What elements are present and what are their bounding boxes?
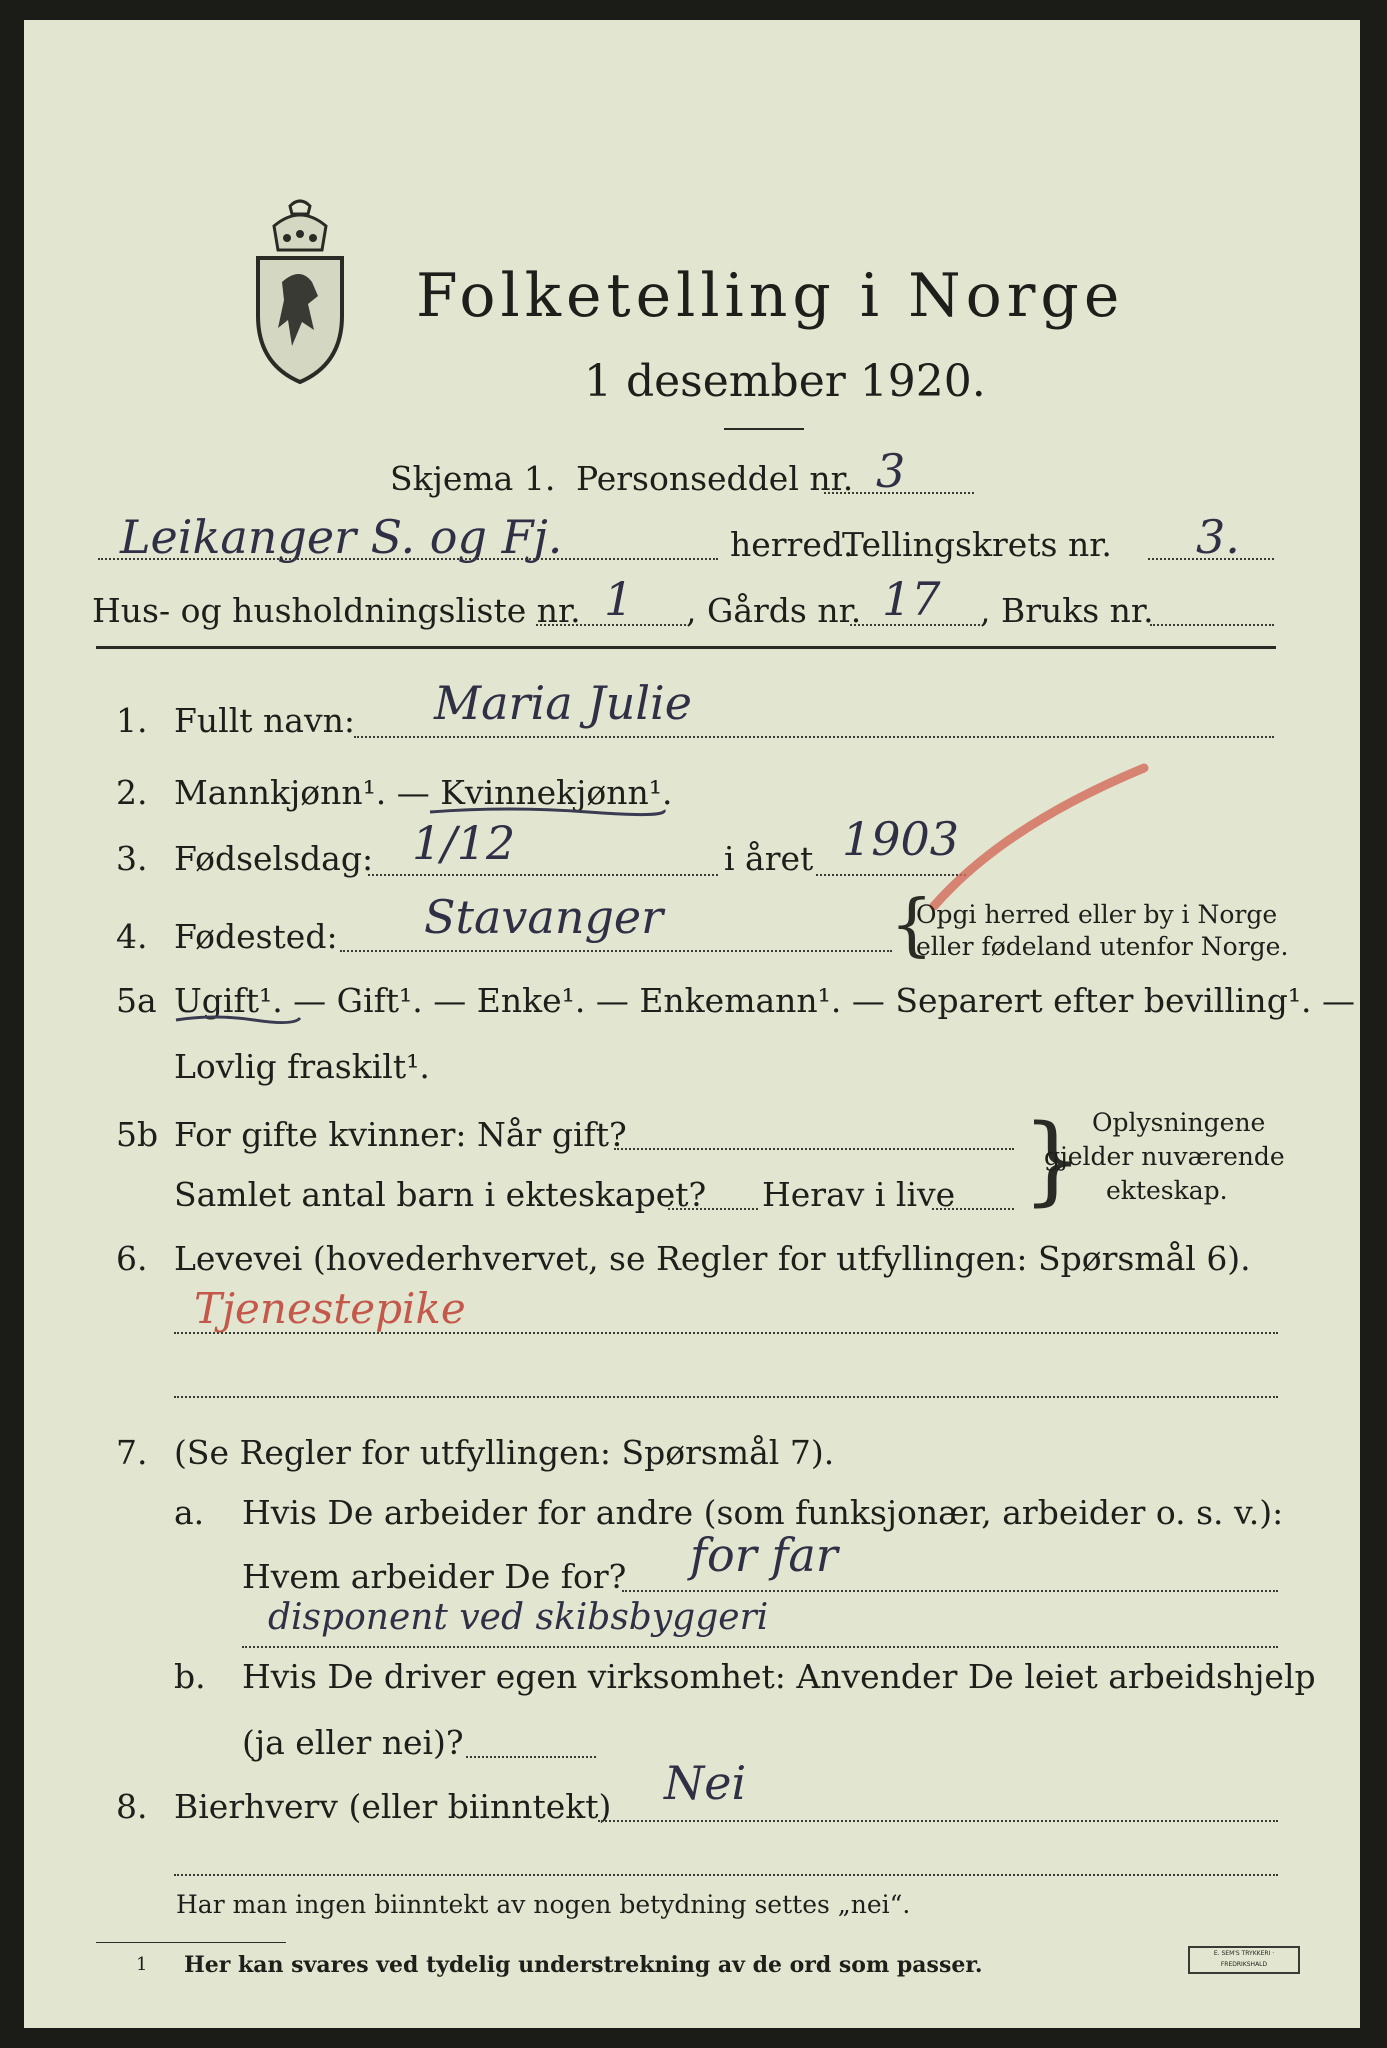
footnote-text: Her kan svares ved tydelig understrekning av de ord som passer. <box>184 1952 983 1978</box>
q4-note-line1: Opgi herred eller by i Norge <box>916 900 1278 929</box>
herred-line <box>98 558 718 560</box>
q8-label: Bierhverv (eller biinntekt) <box>174 1787 612 1826</box>
q5b-label2: Samlet antal barn i ekteskapet? <box>174 1175 707 1214</box>
hus-label: Hus- og husholdningsliste nr. <box>92 591 581 630</box>
form-title: Folketelling i Norge <box>416 261 1125 331</box>
q5b-note-line1: Oplysningene <box>1092 1108 1266 1137</box>
q1-answer[interactable]: Maria Julie <box>434 676 692 730</box>
q5b-label3: Herav i live <box>762 1175 956 1214</box>
q5a-label2: Lovlig fraskilt¹. <box>174 1047 430 1086</box>
q3-day-line <box>368 874 718 876</box>
q7a-label2: Hvem arbeider De for? <box>242 1557 627 1596</box>
q1-label: Fullt navn: <box>174 701 355 740</box>
q7a-line2 <box>242 1646 1278 1648</box>
q5b-label: For gifte kvinner: Når gift? <box>174 1115 627 1154</box>
q4-number: 4. <box>116 917 148 956</box>
q8-number: 8. <box>116 1787 148 1826</box>
q3-label: Fødselsdag: <box>174 839 374 878</box>
coat-of-arms-icon <box>252 196 348 386</box>
gards-label: , Gårds nr. <box>686 591 862 630</box>
footnote-mark: 1 <box>136 1954 148 1975</box>
q6-label: Levevei (hovederhvervet, se Regler for utfyllingen: Spørsmål 6). <box>174 1239 1251 1278</box>
q7b-label2: (ja eller nei)? <box>242 1723 464 1762</box>
footnote-rule <box>96 1942 286 1943</box>
q7b-letter: b. <box>174 1657 206 1696</box>
q4-label: Fødested: <box>174 917 338 956</box>
q5b-alive-line <box>932 1208 1014 1210</box>
personseddel-label: Personseddel nr. <box>576 459 854 498</box>
q3-year-label: i året <box>724 839 814 878</box>
q8-line2 <box>174 1874 1278 1876</box>
bruks-label: , Bruks nr. <box>980 591 1154 630</box>
form-date: 1 desember 1920. <box>584 356 986 407</box>
q1-line <box>354 736 1274 738</box>
herred-label: herred. <box>730 525 854 564</box>
header-separator <box>96 646 1276 649</box>
q2-label: Mannkjønn¹. — Kvinnekjønn¹. <box>174 773 673 812</box>
tellingskrets-value[interactable]: 3. <box>1196 510 1240 564</box>
q5b-brace: } <box>1022 1104 1084 1216</box>
q7a-answer2[interactable]: disponent ved skibsbyggeri <box>268 1597 769 1638</box>
bruks-line <box>1150 624 1274 626</box>
q4-line <box>340 950 892 952</box>
herred-value[interactable]: Leikanger S. og Fj. <box>120 510 563 564</box>
q5b-note-line3: ekteskap. <box>1106 1176 1228 1205</box>
q5b-children-line <box>668 1208 758 1210</box>
printer-stamp: E. SEM'S TRYKKERI · FREDRIKSHALD <box>1188 1946 1300 1974</box>
red-check-mark <box>914 756 1154 916</box>
q8-line <box>598 1820 1278 1822</box>
q5a-number: 5a <box>116 981 157 1020</box>
tellingskrets-label: Tellingskrets nr. <box>842 525 1112 564</box>
ugift-underline <box>174 1012 304 1026</box>
gards-value[interactable]: 17 <box>882 572 941 626</box>
skjema-label: Skjema 1. <box>390 459 556 498</box>
personseddel-value[interactable]: 3 <box>876 444 906 498</box>
q7a-letter: a. <box>174 1493 205 1532</box>
q7-label: (Se Regler for utfyllingen: Spørsmål 7). <box>174 1433 835 1472</box>
hus-value[interactable]: 1 <box>604 572 634 626</box>
q6-line2 <box>174 1396 1278 1398</box>
q6-answer[interactable]: Tjenestepike <box>194 1284 466 1333</box>
q3-year-answer[interactable]: 1903 <box>842 812 960 866</box>
q1-number: 1. <box>116 701 148 740</box>
q7a-answer[interactable]: for far <box>690 1528 838 1582</box>
q7-number: 7. <box>116 1433 148 1472</box>
q2-number: 2. <box>116 773 148 812</box>
census-form <box>24 20 1360 2028</box>
q8-note: Har man ingen biinntekt av nogen betydning settes „nei“. <box>176 1890 911 1919</box>
q7b-label: Hvis De driver egen virksomhet: Anvender De leiet arbeidshjelp <box>242 1657 1316 1696</box>
q4-answer[interactable]: Stavanger <box>424 890 664 944</box>
q7a-label: Hvis De arbeider for andre (som funksjonær, arbeider o. s. v.): <box>242 1493 1284 1532</box>
q8-answer[interactable]: Nei <box>664 1756 747 1810</box>
title-divider <box>724 428 804 430</box>
q6-number: 6. <box>116 1239 148 1278</box>
q5b-note-line2: gjelder nuværende <box>1044 1142 1285 1171</box>
q3-number: 3. <box>116 839 148 878</box>
q5b-married-line <box>614 1148 1014 1150</box>
q5a-label: Ugift¹. — Gift¹. — Enke¹. — Enkemann¹. — Separert efter bevilling¹. — <box>174 981 1356 1020</box>
q7a-line1 <box>622 1590 1278 1592</box>
q7b-line <box>466 1756 596 1758</box>
q3-day-answer[interactable]: 1/12 <box>412 816 516 870</box>
q6-line1 <box>174 1332 1278 1334</box>
q4-note-line2: eller fødeland utenfor Norge. <box>916 932 1289 961</box>
q4-brace: { <box>890 886 934 965</box>
q5b-number: 5b <box>116 1115 159 1154</box>
